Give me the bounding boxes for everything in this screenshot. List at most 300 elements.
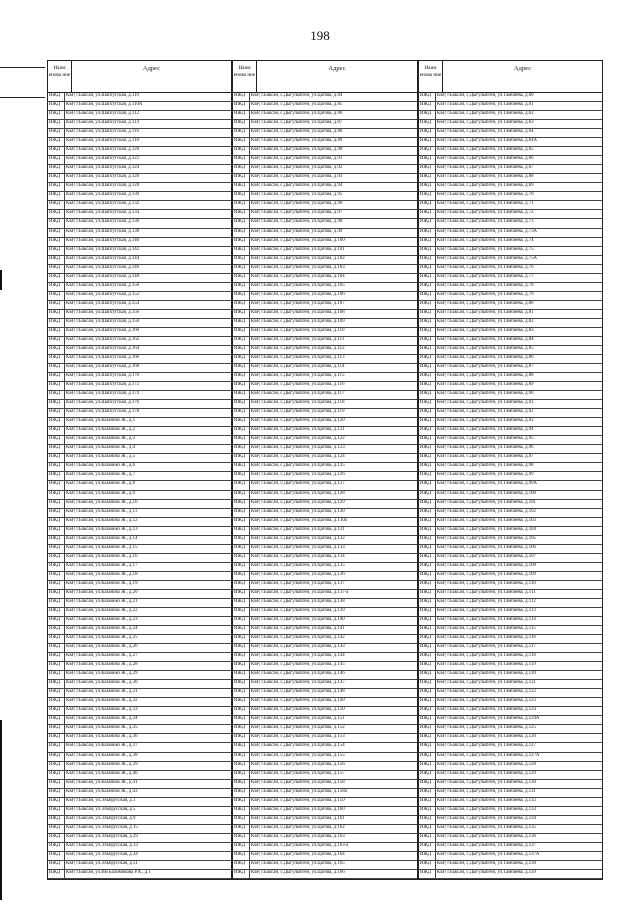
table-row [48,138,231,147]
address-cell: КБР, г.Баксан, ул.Казаноко Ж., д.23 [66,617,138,622]
type-cell: ИЖД [48,870,65,878]
table-row [419,463,602,472]
address-cell: КБР, г.Баксан, с.Дыгулыбгей, ул.Тамбиева, д.70 [437,192,534,198]
address-cell: КБР, г.Баксан, с.Дыгулыбгей, ул.Цагова, д.113 [251,355,345,360]
table-row [48,509,231,518]
address-cell: КБР, г.Баксан, с.Дыгулыбгей, ул.Цагова, д.151 [251,716,345,722]
table-row [419,789,602,798]
address-cell: КБР, г.Баксан, с.Дыгулыбгей, ул.Цагова, д.116 [251,382,345,388]
table-row [48,834,231,843]
table-row [419,527,602,536]
type-cell: ИЖД [419,671,436,679]
type-cell: ИЖД [419,247,436,255]
table-row [419,337,602,346]
table-row [48,319,231,328]
table-row [233,509,417,518]
address-cell: КБР, г.Баксан, с.Дыгулыбгей, ул.Тамбиева, д.83 [437,327,534,333]
address-cell: КБР, г.Баксан, с.Дыгулыбгей, ул.Тамбиева, д.133 [437,806,536,812]
table-row [48,644,231,653]
address-cell: КБР, г.Баксан, с.Дыгулыбгей, ул.Тамбиева, д.73 [437,219,534,225]
type-cell: ИЖД [419,635,436,643]
type-cell: ИЖД [419,129,436,137]
type-cell: ИЖД [48,843,65,851]
type-cell: ИЖД [419,816,436,824]
address-cell: КБР, г.Баксан, ул.Шапсугская, д.116 [66,129,139,135]
table-row [233,156,417,165]
address-cell: КБР, г.Баксан, ул.Шапсугская, д.130 [66,192,140,198]
table-row [233,247,417,256]
address-cell: КБР, г.Баксан, ул.Шапсугская, д.164 [66,345,140,351]
type-cell: ИЖД [419,210,436,218]
table-row [233,382,417,391]
type-cell: ИЖД [419,481,436,489]
type-cell: ИЖД [419,445,436,453]
type-cell: ИЖД [233,346,250,354]
type-cell: ИЖД [48,599,65,607]
address-cell: КБР, г.Баксан, ул.Шапсугская, д.162 [66,336,140,342]
table-row [233,472,417,481]
type-cell: ИЖД [48,229,65,237]
type-cell: ИЖД [233,138,250,146]
table-row [48,581,231,590]
type-cell: ИЖД [419,292,436,300]
address-cell: КБР, г.Баксан, ул.Казаноко Ж., д.38 [66,752,138,758]
table-row [48,201,231,210]
address-cell: КБР, г.Баксан, ул.Эльбрусская, д.1 [66,797,136,803]
table-row [48,247,231,256]
address-cell: КБР, г.Баксан, с.Дыгулыбгей, ул.Цагова, д.104 [251,273,345,279]
address-cell: КБР, г.Баксан, с.Дыгулыбгей, ул.Цагова, д.105 [251,282,345,288]
type-cell: ИЖД [419,599,436,607]
table-row [233,590,417,599]
table-row [419,292,602,301]
type-cell: ИЖД [48,156,65,164]
table-row [419,472,602,481]
table-row [48,472,231,481]
address-cell: КБР, г.Баксан, с.Дыгулыбгей, ул.Цагова, д.102 [251,255,345,261]
table-row [419,500,602,509]
address-cell: КБР, г.Баксан, с.Дыгулыбгей, ул.Тамбиева, д.100 [437,490,536,496]
type-cell: ИЖД [419,138,436,146]
table-row [233,454,417,463]
type-cell: ИЖД [233,111,250,119]
type-cell: ИЖД [48,400,65,408]
address-cell: КБР, г.Баксан, с.Дыгулыбгей, ул.Тамбиева, д.82 [437,318,534,324]
address-cell: КБР, г.Баксан, с.Дыгулыбгей, ул.Цагова, д.155 [251,752,345,758]
address-cell: КБР, г.Баксан, с.Дыгулыбгей, ул.Тамбиева, д.75 [437,246,534,252]
type-cell: ИЖД [233,536,250,544]
type-cell: ИЖД [233,93,250,101]
table-row [419,825,602,834]
address-cell: КБР, г.Баксан, с.Дыгулыбгей, ул.Цагова, д.126 [251,472,345,478]
type-cell: ИЖД [48,436,65,444]
table-row [233,391,417,400]
table-row [419,454,602,463]
table-row [48,156,231,165]
table-row [419,491,602,500]
table-row [48,111,231,120]
type-cell: ИЖД [48,355,65,363]
address-cell: КБР, г.Баксан, ул.Шапсугская, д.154 [66,300,140,306]
type-cell: ИЖД [419,364,436,372]
address-cell: КБР, г.Баксан, с.Дыгулыбгей, ул.Цагова, д.139 [251,607,345,613]
address-cell: КБР, г.Баксан, с.Дыгулыбгей, ул.Тамбиева, д.60 [437,93,534,98]
type-cell: ИЖД [233,599,250,607]
type-cell: ИЖД [419,274,436,282]
type-cell: ИЖД [419,734,436,742]
type-cell: ИЖД [419,156,436,164]
table-row [233,807,417,816]
type-cell: ИЖД [48,418,65,426]
table-row [48,355,231,364]
address-cell: КБР, г.Баксан, ул.Шапсугская, д.110А [66,102,143,108]
address-cell: КБР, г.Баксан, с.Дыгулыбгей, ул.Цагова, д.148 [251,689,345,695]
type-cell: ИЖД [233,816,250,824]
type-cell: ИЖД [419,120,436,128]
address-cell: КБР, г.Баксан, ул.Казаноко Ж., д.21 [66,598,138,604]
table-row [419,120,602,129]
margin-mark [0,270,2,290]
address-cell: КБР, г.Баксан, с.Дыгулыбгей, ул.Цагова, д.127 [251,481,345,487]
address-cell: КБР, г.Баксан, ул.Казаноко Ж., д.40 [66,770,138,776]
table-row [48,816,231,825]
type-cell: ИЖД [419,436,436,444]
address-cell: КБР, г.Баксан, с.Дыгулыбгей, ул.Тамбиева, д.116 [437,635,536,641]
table-row [48,671,231,680]
table-row [233,789,417,798]
address-cell: КБР, г.Баксан, с.Дыгулыбгей, ул.Тамбиева, д.84 [437,336,534,342]
type-cell: ИЖД [233,635,250,643]
address-cell: КБР, г.Баксан, ул.Казаноко Ж., д.25 [66,635,138,641]
type-cell: ИЖД [233,834,250,842]
type-cell: ИЖД [419,238,436,246]
table-row [48,219,231,228]
address-cell: КБР, г.Баксан, ул.Шапсугская, д.156 [66,309,140,315]
type-cell: ИЖД [233,201,250,209]
address-cell: КБР, г.Баксан, с.Дыгулыбгей, ул.Цагова, д.90 [251,147,343,153]
type-cell: ИЖД [233,454,250,462]
type-cell: ИЖД [233,210,250,218]
type-cell: ИЖД [419,265,436,273]
type-cell: ИЖД [419,427,436,435]
table-row [48,518,231,527]
address-cell: КБР, г.Баксан, с.Дыгулыбгей, ул.Тамбиева, д.125 [437,725,536,731]
table-row [419,680,602,689]
type-cell: ИЖД [233,653,250,661]
table-row [48,436,231,445]
address-cell: КБР, г.Баксан, с.Дыгулыбгей, ул.Тамбиева, д.94 [437,427,534,433]
type-cell: ИЖД [233,527,250,535]
address-cell: КБР, г.Баксан, с.Дыгулыбгей, ул.Тамбиева, д.98 [437,463,534,469]
address-cell: КБР, г.Баксан, с.Дыгулыбгей, ул.Цагова, д.122 [251,436,345,442]
table-row [48,825,231,834]
table-row [48,798,231,807]
table-row [48,454,231,463]
table-row [419,698,602,707]
table-row [233,238,417,247]
table-row [419,834,602,843]
table-row [48,527,231,536]
type-cell: ИЖД [48,500,65,508]
address-cell: КБР, г.Баксан, с.Дыгулыбгей, ул.Тамбиева, д.99А [437,481,537,487]
type-cell: ИЖД [48,653,65,661]
table-row [48,491,231,500]
type-cell: ИЖД [48,789,65,797]
type-cell: ИЖД [233,400,250,408]
column-header [233,61,417,93]
type-header: Наим енова ние [48,61,72,92]
table-row [419,138,602,147]
table-row [48,165,231,174]
table-row [233,400,417,409]
table-row [419,102,602,111]
address-cell: КБР, г.Баксан, ул.Казаноко Ж., д.20 [66,589,138,595]
address-cell: КБР, г.Баксан, с.Дыгулыбгей, ул.Цагова, д.164 [251,851,345,857]
type-cell: ИЖД [419,283,436,291]
address-column-2 [232,60,418,880]
type-cell: ИЖД [48,102,65,110]
table-row [419,247,602,256]
address-cell: КБР, г.Баксан, ул.Казаноко Ж., д.18 [66,571,138,577]
type-cell: ИЖД [419,870,436,878]
table-row [419,283,602,292]
type-cell: ИЖД [233,265,250,273]
address-cell: КБР, г.Баксан, с.Дыгулыбгей, ул.Цагова, д.147 [251,680,345,686]
table-row [233,427,417,436]
table-row [419,590,602,599]
type-cell: ИЖД [233,409,250,417]
table-row [48,563,231,572]
table-row [233,283,417,292]
table-row [419,219,602,228]
table-row [233,500,417,509]
address-cell: КБР, г.Баксан, с.Дыгулыбгей, ул.Тамбиева, д.129 [437,770,536,776]
table-row [419,229,602,238]
type-cell: ИЖД [233,671,250,679]
address-cell: КБР, г.Баксан, с.Дыгулыбгей, ул.Цагова, д.96 [251,201,343,207]
address-header: Адрес [142,65,161,72]
table-row [48,753,231,762]
address-cell: КБР, г.Баксан, с.Дыгулыбгей, ул.Тамбиева, д.124 [437,707,536,713]
table-row [48,861,231,870]
address-cell: КБР, г.Баксан, ул.Шапсугская, д.112 [66,111,139,117]
address-cell: КБР, г.Баксан, с.Дыгулыбгей, ул.Тамбиева, д.124А [437,716,540,722]
address-cell: КБР, г.Баксан, ул.Шапсугская, д.174 [66,391,140,397]
table-row [48,771,231,780]
type-cell: ИЖД [233,509,250,517]
address-cell: КБР, г.Баксан, с.Дыгулыбгей, ул.Тамбиева, д.108 [437,562,536,568]
type-cell: ИЖД [48,608,65,616]
type-cell: ИЖД [233,337,250,345]
address-cell: КБР, г.Баксан, с.Дыгулыбгей, ул.Цагова, д.118 [251,400,345,406]
address-cell: КБР, г.Баксан, с.Дыгулыбгей, ул.Цагова, д.135 [251,562,345,568]
table-row [419,861,602,870]
table-row [48,102,231,111]
type-cell: ИЖД [419,346,436,354]
table-row [419,147,602,156]
type-cell: ИЖД [233,743,250,751]
type-cell: ИЖД [48,617,65,625]
type-cell: ИЖД [419,698,436,706]
table-row [233,662,417,671]
address-cell: КБР, г.Баксан, с.Дыгулыбгей, ул.Тамбиева, д.96 [437,445,534,451]
table-row [233,617,417,626]
address-cell: КБР, г.Баксан, с.Дыгулыбгей, ул.Тамбиева, д.136 [437,833,536,839]
address-cell: КБР, г.Баксан, с.Дыгулыбгей, ул.Цагова, д.137-а [251,589,349,595]
table-row [419,192,602,201]
table-row [233,753,417,762]
type-cell: ИЖД [419,780,436,788]
table-row [48,129,231,138]
type-cell: ИЖД [48,292,65,300]
type-cell: ИЖД [48,545,65,553]
table-row [48,843,231,852]
address-cell: КБР, г.Баксан, с.Дыгулыбгей, ул.Цагова, д.163 [251,833,345,839]
address-cell: КБР, г.Баксан, с.Дыгулыбгей, ул.Тамбиева, д.68 [437,174,534,180]
table-row [48,409,231,418]
type-cell: ИЖД [48,662,65,670]
type-cell: ИЖД [48,807,65,815]
type-cell: ИЖД [419,418,436,426]
table-row [419,617,602,626]
table-row [233,328,417,337]
table-row [233,183,417,192]
type-header: Наим енова ние [419,61,443,92]
type-cell: ИЖД [233,563,250,571]
table-row [48,545,231,554]
table-row [419,301,602,310]
table-row [419,400,602,409]
type-cell: ИЖД [419,382,436,390]
table-row [233,174,417,183]
type-cell: ИЖД [419,310,436,318]
table-row [419,156,602,165]
type-cell: ИЖД [419,256,436,264]
type-cell: ИЖД [233,762,250,770]
table-row [233,536,417,545]
type-cell: ИЖД [48,265,65,273]
table-row [419,725,602,734]
type-cell: ИЖД [419,554,436,562]
table-row [48,174,231,183]
address-cell: КБР, г.Баксан, с.Дыгулыбгей, ул.Цагова, д.89 [251,138,343,144]
table-row [233,852,417,861]
type-cell: ИЖД [419,337,436,345]
address-cell: КБР, г.Баксан, с.Дыгулыбгей, ул.Тамбиева, д.75А [437,255,537,261]
address-cell: КБР, г.Баксан, с.Дыгулыбгей, ул.Цагова, д.161 [251,815,345,821]
address-cell: КБР, г.Баксан, с.Дыгулыбгей, ул.Цагова, д.130а [251,517,347,523]
address-cell: КБР, г.Баксан, с.Дыгулыбгей, ул.Тамбиева, д.135 [437,824,536,830]
type-cell: ИЖД [48,373,65,381]
table-row [419,328,602,337]
table-row [419,798,602,807]
type-cell: ИЖД [48,409,65,417]
type-cell: ИЖД [419,174,436,182]
table-row [233,861,417,870]
table-row [419,780,602,789]
address-cell: КБР, г.Баксан, с.Дыгулыбгей, ул.Тамбиева, д.103 [437,517,536,523]
address-cell: КБР, г.Баксан, с.Дыгулыбгей, ул.Тамбиева, д.131 [437,788,536,794]
table-row [419,662,602,671]
table-row [233,870,417,879]
address-cell: КБР, г.Баксан, с.Дыгулыбгей, ул.Тамбиева, д.67 [437,165,534,171]
address-cell: КБР, г.Баксан, с.Дыгулыбгей, ул.Цагова, д.86 [251,111,343,117]
table-row [233,229,417,238]
type-cell: ИЖД [419,93,436,101]
address-cell: КБР, г.Баксан, ул.Эльбрусская, д.9 [66,815,136,821]
address-cell: КБР, г.Баксан, ул.Шапсугская, д.120 [66,147,140,153]
address-table [47,60,603,880]
type-cell: ИЖД [419,165,436,173]
type-cell: ИЖД [233,229,250,237]
type-cell: ИЖД [419,183,436,191]
address-cell: КБР, г.Баксан, с.Дыгулыбгей, ул.Цагова, д.121 [251,427,345,433]
address-cell: КБР, г.Баксан, ул.Шапсугская, д.160 [66,327,140,333]
table-row [419,771,602,780]
type-cell: ИЖД [233,274,250,282]
table-row [419,608,602,617]
table-row [48,653,231,662]
type-cell: ИЖД [48,762,65,770]
address-cell: КБР, г.Баксан, ул.Казаноко Ж., д.7 [66,472,136,478]
type-cell: ИЖД [419,843,436,851]
address-cell: КБР, г.Баксан, с.Дыгулыбгей, ул.Цагова, д.123 [251,445,345,451]
type-cell: ИЖД [48,635,65,643]
type-cell: ИЖД [419,102,436,110]
table-row [233,319,417,328]
address-cell: КБР, г.Баксан, с.Дыгулыбгей, ул.Тамбиева, д.76 [437,264,534,270]
table-row [233,581,417,590]
address-cell: КБР, г.Баксан, с.Дыгулыбгей, ул.Тамбиева, д.101 [437,499,536,505]
address-cell: КБР, г.Баксан, с.Дыгулыбгей, ул.Цагова, д.108 [251,309,345,315]
type-cell: ИЖД [419,201,436,209]
type-cell: ИЖД [48,210,65,218]
table-row [48,382,231,391]
type-cell: ИЖД [48,147,65,155]
type-cell: ИЖД [48,680,65,688]
table-row [233,554,417,563]
table-row [419,753,602,762]
table-row [419,581,602,590]
type-cell: ИЖД [233,463,250,471]
type-cell: ИЖД [48,644,65,652]
address-cell: КБР, г.Баксан, ул.Шапсугская, д.118 [66,138,139,144]
type-cell: ИЖД [48,572,65,580]
table-row [233,771,417,780]
type-cell: ИЖД [233,310,250,318]
table-row [48,870,231,879]
address-cell: КБР, г.Баксан, ул.Шапсугская, д.146 [66,264,140,270]
table-row [233,165,417,174]
type-cell: ИЖД [419,617,436,625]
address-cell: КБР, г.Баксан, ул.Казаноко Ж., д.5 [66,454,136,460]
table-row [419,762,602,771]
type-cell: ИЖД [233,807,250,815]
address-cell: КБР, г.Баксан, ул.Казаноко Ж., д.6 [66,463,136,469]
address-cell: КБР, г.Баксан, ул.Казаноко Ж., д.37 [66,743,138,749]
address-header: Адрес [328,65,346,72]
address-cell: КБР, г.Баксан, с.Дыгулыбгей, ул.Цагова, д.136 [251,571,345,577]
table-row [48,120,231,129]
table-row [233,572,417,581]
table-row [419,816,602,825]
type-cell: ИЖД [233,518,250,526]
address-cell: КБР, г.Баксан, ул.Шапсугская, д.150 [66,282,140,288]
table-row [419,355,602,364]
table-row [419,445,602,454]
type-cell: ИЖД [233,771,250,779]
type-cell: ИЖД [233,753,250,761]
